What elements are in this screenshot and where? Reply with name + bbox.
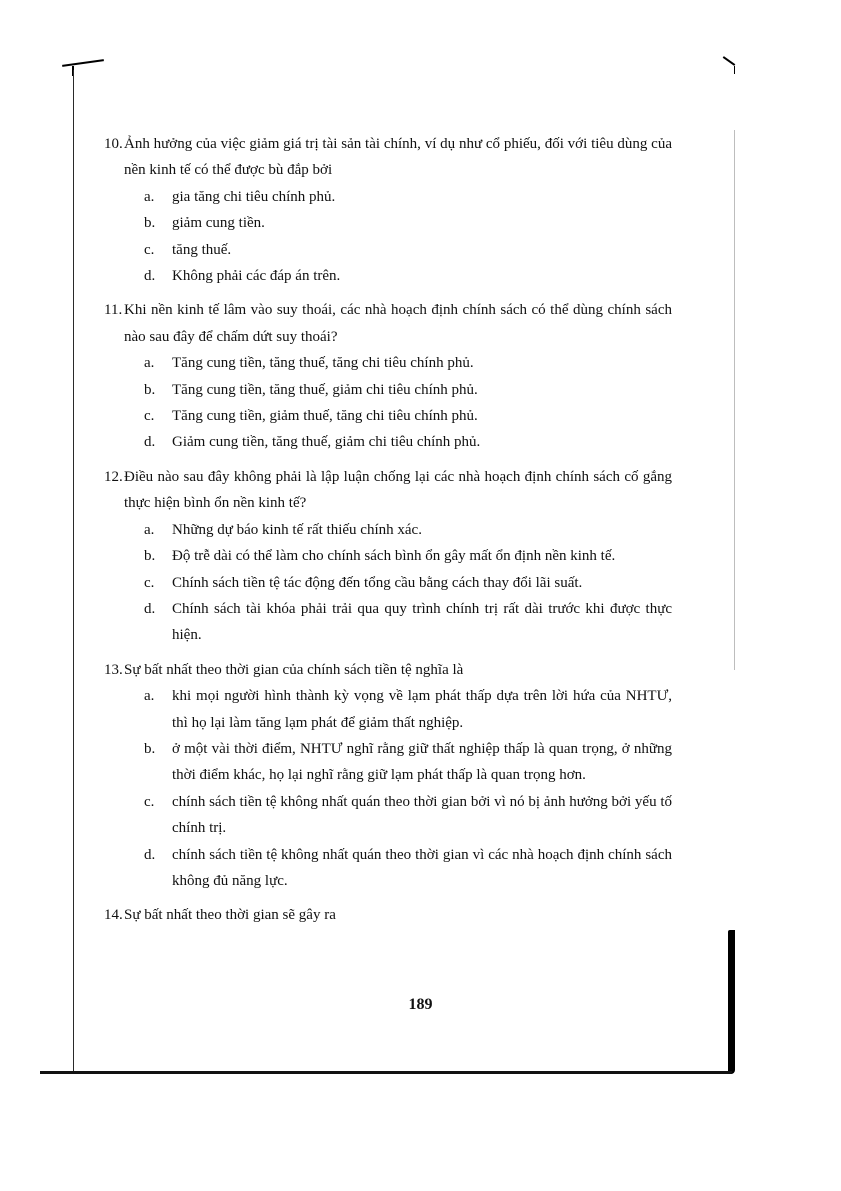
answer-option xyxy=(144,429,672,455)
answer-option xyxy=(144,789,672,842)
option-text: chính sách tiền tệ không nhất quán theo thời gian bởi vì nó bị ảnh hưởng bởi yếu tố chính trị. xyxy=(172,793,672,837)
option-text: Chính sách tài khóa phải trải qua quy trình chính trị rất dài trước khi được thực hiện. xyxy=(172,600,672,644)
option-letter: a. xyxy=(144,521,155,538)
option-text: tăng thuế. xyxy=(172,241,232,258)
answer-option xyxy=(144,184,672,210)
question-stem: Điều nào sau đây không phải là lập luận chống lại các nhà hoạch định chính sách cố gắng thực hiện bình ổn nền kinh tế? xyxy=(124,468,672,512)
question-item xyxy=(100,297,672,455)
option-text: Độ trễ dài có thể làm cho chính sách bình ổn gây mất ổn định nền kinh tế. xyxy=(172,548,616,565)
option-letter: a. xyxy=(144,355,155,372)
option-letter: d. xyxy=(144,600,156,617)
answer-option xyxy=(144,596,672,649)
question-number: 11. xyxy=(104,302,123,319)
option-text: Những dự báo kinh tế rất thiếu chính xác. xyxy=(172,521,422,538)
option-letter: c. xyxy=(144,574,155,591)
answer-option xyxy=(144,736,672,789)
question-item xyxy=(100,657,672,895)
option-letter: c. xyxy=(144,793,155,810)
answer-option xyxy=(144,237,672,263)
option-text: ở một vài thời điểm, NHTƯ nghĩ rằng giữ thất nghiệp thấp là quan trọng, ở những thời điểm khác, họ lại nghĩ rằng giữ lạm phát thấp là quan trọng hơn. xyxy=(172,740,672,784)
answer-option xyxy=(144,517,672,543)
page-number: 189 xyxy=(408,996,433,1013)
option-text: Chính sách tiền tệ tác động đến tổng cầu bằng cách thay đổi lãi suất. xyxy=(172,574,583,591)
question-list xyxy=(100,131,672,937)
answer-option xyxy=(144,403,672,429)
question-number: 14. xyxy=(104,907,123,924)
question-number: 12. xyxy=(104,468,123,485)
answer-option xyxy=(144,263,672,289)
answer-option xyxy=(144,570,672,596)
question-number: 10. xyxy=(104,136,123,152)
scan-corner-mark xyxy=(62,59,104,67)
option-text: Giảm cung tiền, tăng thuế, giảm chi tiêu chính phủ. xyxy=(172,434,481,451)
option-letter: c. xyxy=(144,408,155,425)
option-letter: d. xyxy=(144,434,156,451)
option-letter: c. xyxy=(144,241,155,258)
scan-right-border xyxy=(734,130,735,670)
question-stem: Ảnh hưởng của việc giảm giá trị tài sản tài chính, ví dụ như cổ phiếu, đối với tiêu dùng của nền kinh tế có thể được bù đắp bởi xyxy=(124,136,672,179)
option-text: gia tăng chi tiêu chính phủ. xyxy=(172,188,336,205)
question-item xyxy=(100,902,672,928)
option-letter: b. xyxy=(144,215,156,232)
question-item xyxy=(100,464,672,649)
question-stem: Khi nền kinh tế lâm vào suy thoái, các nhà hoạch định chính sách có thể dùng chính sách nào sau đây để chấm dứt suy thoái? xyxy=(124,302,672,345)
option-text: Tăng cung tiền, giảm thuế, tăng chi tiêu chính phủ. xyxy=(172,408,478,425)
option-letter: a. xyxy=(144,688,155,705)
answer-option xyxy=(144,842,672,895)
option-letter: d. xyxy=(144,846,156,863)
answer-option xyxy=(144,210,672,236)
option-text: Tăng cung tiền, tăng thuế, tăng chi tiêu chính phủ. xyxy=(172,355,474,372)
option-letter: a. xyxy=(144,188,155,205)
scan-corner-mark xyxy=(734,66,735,74)
question-number: 13. xyxy=(104,661,123,678)
scan-bottom-border xyxy=(40,1071,732,1074)
answer-option xyxy=(144,350,672,376)
option-letter: d. xyxy=(144,268,156,285)
option-text: Tăng cung tiền, tăng thuế, giảm chi tiêu chính phủ. xyxy=(172,381,478,398)
option-text: Không phải các đáp án trên. xyxy=(172,268,341,285)
option-letter: b. xyxy=(144,740,156,757)
option-text: khi mọi người hình thành kỳ vọng về lạm phát thấp dựa trên lời hứa của NHTƯ, thì họ lại làm tăng lạm phát để giảm thất nghiệp. xyxy=(172,688,672,731)
option-letter: b. xyxy=(144,548,156,565)
question-item xyxy=(100,131,672,289)
scan-corner-mark xyxy=(723,56,736,66)
scan-left-border xyxy=(73,70,74,1072)
answer-option xyxy=(144,543,672,569)
option-text: chính sách tiền tệ không nhất quán theo thời gian vì các nhà hoạch định chính sách không đủ năng lực. xyxy=(172,846,672,889)
option-text: giảm cung tiền. xyxy=(172,215,265,232)
question-stem: Sự bất nhất theo thời gian của chính sách tiền tệ nghĩa là xyxy=(124,661,464,678)
answer-option xyxy=(144,683,672,736)
question-stem: Sự bất nhất theo thời gian sẽ gây ra xyxy=(124,907,336,924)
answer-option xyxy=(144,377,672,403)
option-letter: b. xyxy=(144,381,156,398)
